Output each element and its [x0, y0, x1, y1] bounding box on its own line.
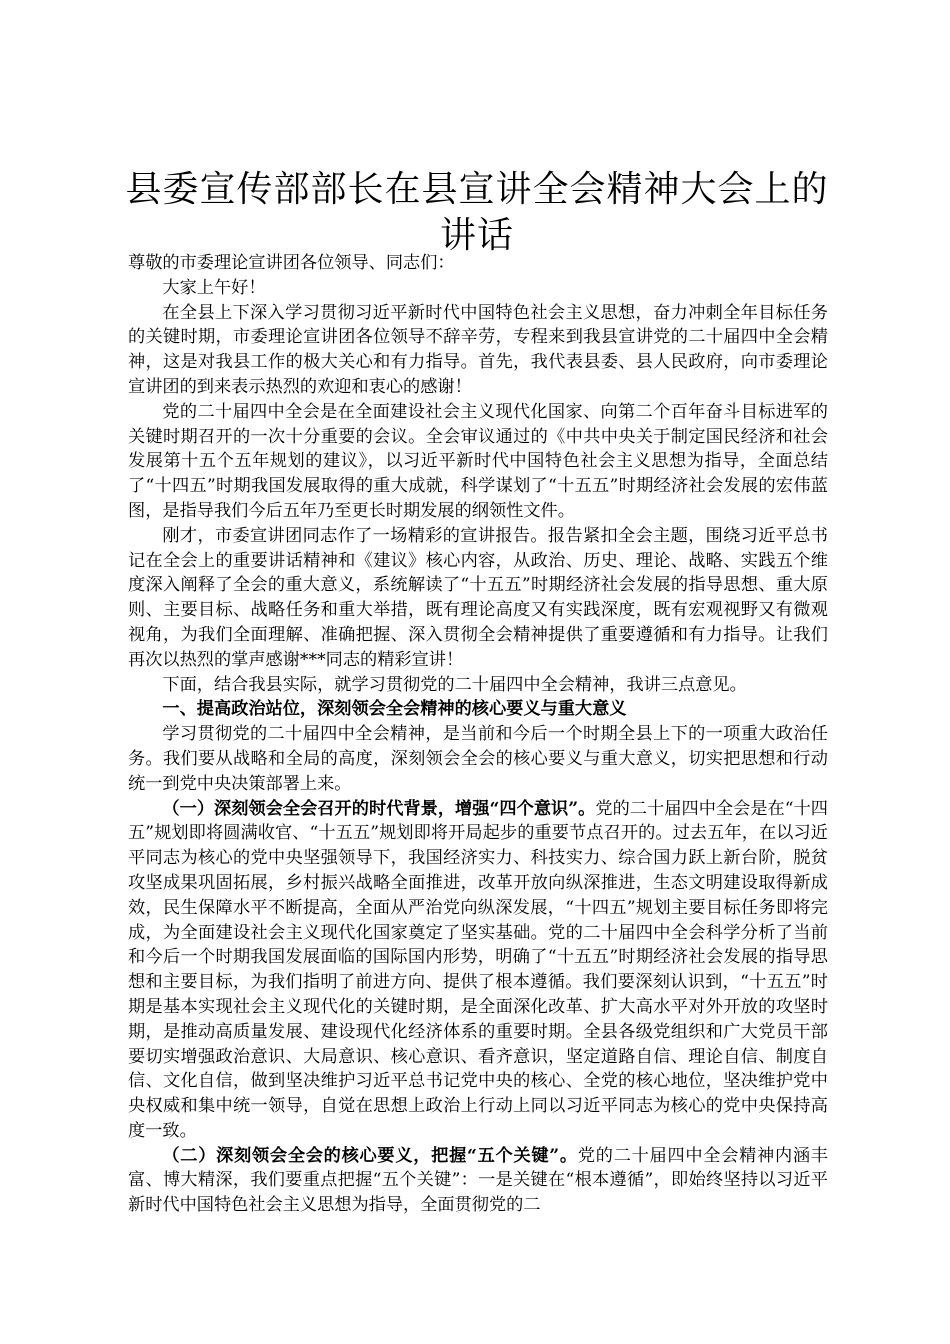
document-title: 县委宣传部部长在县宣讲全会精神大会上的讲话: [125, 169, 829, 256]
subsection-1-text: 党的二十届四中全会是在“十四五”规划即将圆满收官、“十五五”规划即将开局起步的重要节点召开的。过去五年，在以习近平同志为核心的党中央坚强领导下，我国经济实力、科技实力、综合国力跃上新台阶，脱贫攻坚成果巩固拓展，乡村振兴战略全面推进，改革开放向纵深推进，生态文明建设取得新成效，民生保障水平不断提高，全面从严治党向纵深发展，“十四五”规划主要目标任务即将完成，为全面建设社会主义现代化国家奠定了坚实基础。党的二十届四中全会科学分析了当前和今后一个时期我国发展面临的国际国内形势，明确了“十五五”时期经济社会发展的指导思想和主要目标，为我们指明了前进方向、提供了根本遵循。我们要深刻认识到，“十五五”时期是基本实现社会主义现代化的关键时期，是全面深化改革、扩大高水平对外开放的攻坚时期，是推动高质量发展、建设现代化经济体系的重要时期。全县各级党组织和广大党员干部要切实增强政治意识、大局意识、核心意识、看齐意识，坚定道路自信、理论自信、制度自信、文化自信，做到坚决维护习近平总书记党中央的核心、全党的核心地位，坚决维护党中央权威和集中统一领导，自觉在思想上政治上行动上同以习近平同志为核心的党中央保持高度一致。: [128, 798, 828, 1141]
subsection-2-lead: （二）深刻领会全会的核心要义，把握“五个关键”。: [162, 1145, 578, 1166]
section-heading-1: 一、提高政治站位，深刻领会全会精神的核心要义与重大意义: [162, 699, 627, 720]
document-body: [128, 251, 828, 1218]
paragraph-2: 党的二十届四中全会是在全面建设社会主义现代化国家、向第二个百年奋斗目标进军的关键时期召开的一次十分重要的会议。全会审议通过的《中共中央关于制定国民经济和社会发展第十五个五年规划的建议》，以习近平新时代中国特色社会主义思想为指导，全面总结了“十四五”时期我国发展取得的重大成就，科学谋划了“十五五”时期经济社会发展的宏伟蓝图，是指导我们今后五年乃至更长时期发展的纲领性文件。: [128, 401, 828, 521]
paragraph-3: 刚才，市委宣讲团同志作了一场精彩的宣讲报告。报告紧扣全会主题，围绕习近平总书记在全会上的重要讲话精神和《建议》核心内容，从政治、历史、理论、战略、实践五个维度深入阐释了全会的重大意义，系统解读了“十五五”时期经济社会发展的指导思想、重大原则、主要目标、战略任务和重大举措，既有理论高度又有实践深度，既有宏观视野又有微观视角，为我们全面理解、准确把握、深入贯彻全会精神提供了重要遵循和有力指导。让我们再次以热烈的掌声感谢***同志的精彩宣讲！: [128, 525, 828, 670]
greeting: 大家上午好！: [162, 277, 266, 298]
subsection-1-lead: （一）深刻领会全会召开的时代背景，增强“四个意识”。: [162, 798, 596, 819]
subsection-2-text: 党的二十届四中全会精神内涵丰富、博大精深，我们要重点把握“五个关键”：一是关键在“根本遵循”，即始终坚持以习近平新时代中国特色社会主义思想为指导，全面贯彻党的二: [128, 1145, 828, 1216]
subsection-1: [128, 797, 828, 1144]
paragraph-1: 在全县上下深入学习贯彻习近平新时代中国特色社会主义思想，奋力冲刺全年目标任务的关键时期，市委理论宣讲团各位领导不辞辛劳，专程来到我县宣讲党的二十届四中全会精神，这是对我县工作的极大关心和有力指导。首先，我代表县委、县人民政府，向市委理论宣讲团的到来表示热烈的欢迎和衷心的感谢！: [128, 302, 828, 397]
subsection-2: [128, 1144, 828, 1218]
paragraph-4: 下面，结合我县实际，就学习贯彻党的二十届四中全会精神，我讲三点意见。: [162, 674, 747, 695]
paragraph-5: 学习贯彻党的二十届四中全会精神，是当前和今后一个时期全县上下的一项重大政治任务。我们要从战略和全局的高度，深刻领会全会的核心要义与重大意义，切实把思想和行动统一到党中央决策部署上来。: [128, 724, 828, 794]
salutation: 尊敬的市委理论宣讲团各位领导、同志们：: [128, 253, 455, 273]
